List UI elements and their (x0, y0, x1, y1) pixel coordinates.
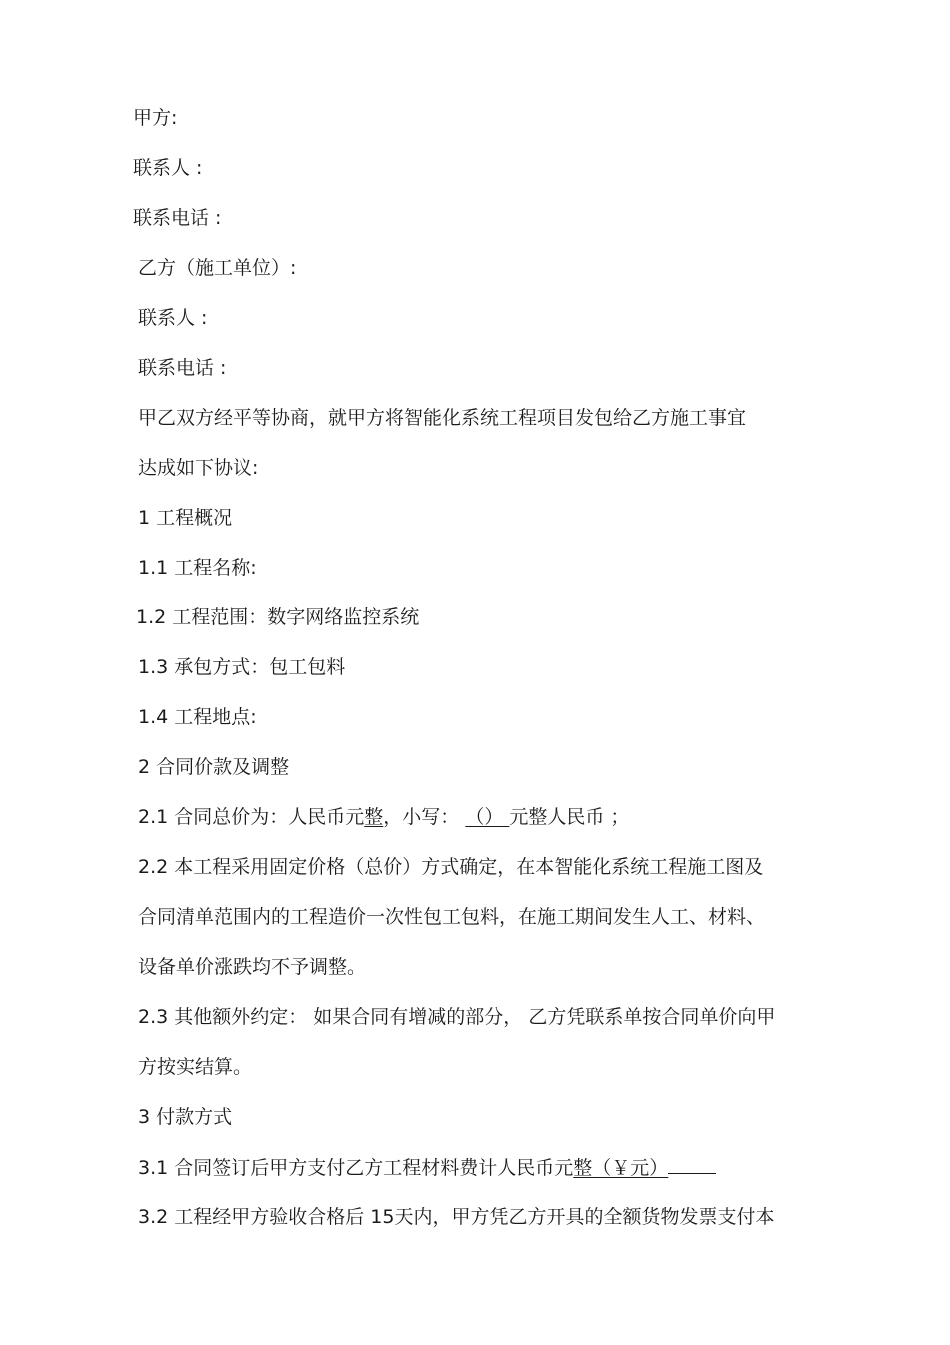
price-amount-blank: （） (465, 806, 510, 828)
section-3-item-1 (138, 1155, 716, 1180)
section-1-heading: 1 工程概况 (138, 507, 233, 529)
price-text-1: 2.1 合同总价为：人民币元 (138, 806, 365, 828)
section-2-item-3-line-2: 方按实结算。 (138, 1056, 253, 1078)
section-1-item-4: 1.4 工程地点: (138, 706, 257, 728)
party-a-contact: 联系人 : (133, 157, 203, 179)
section-2-heading: 2 合同价款及调整 (138, 756, 290, 778)
party-b-contact: 联系人 : (138, 307, 208, 329)
section-2-item-3-line-1: 2.3 其他额外约定： 如果合同有增减的部分， 乙方凭联系单按合同单价向甲 (138, 1006, 776, 1028)
party-a-label: 甲方: (133, 107, 178, 129)
section-1-item-1: 1.1 工程名称: (138, 557, 257, 579)
intro-line-2: 达成如下协议: (138, 457, 259, 479)
price-text-2: 整 (364, 806, 384, 828)
payment-text-2: 整（￥元） (573, 1157, 669, 1179)
party-a-phone: 联系电话 : (133, 207, 222, 229)
section-2-item-2-line-2: 合同清单范围内的工程造价一次性包工包料，在施工期间发生人工、材料、 (138, 906, 766, 928)
section-2-item-2-line-1: 2.2 本工程采用固定价格（总价）方式确定，在本智能化系统工程施工图及 (138, 856, 764, 878)
section-2-item-2-line-3: 设备单价涨跌均不予调整。 (138, 956, 367, 978)
section-1-item-3: 1.3 承包方式：包工包料 (138, 656, 346, 678)
party-b-phone: 联系电话 : (138, 357, 227, 379)
price-text-3: ，小写： (383, 806, 466, 828)
section-3-heading: 3 付款方式 (138, 1106, 233, 1128)
section-2-item-1 (138, 805, 629, 829)
payment-amount-blank (668, 1155, 716, 1174)
price-text-5: 元整人民币 ； (509, 806, 630, 828)
intro-line-1: 甲乙双方经平等协商，就甲方将智能化系统工程项目发包给乙方施工事宜 (138, 407, 747, 429)
section-1-item-2: 1.2 工程范围：数字网络监控系统 (136, 606, 420, 628)
party-b-label: 乙方（施工单位）: (138, 257, 297, 279)
payment-text-1: 3.1 合同签订后甲方支付乙方工程材料费计人民币元 (138, 1157, 574, 1179)
section-3-item-2: 3.2 工程经甲方验收合格后 15天内，甲方凭乙方开具的全额货物发票支付本 (138, 1206, 775, 1228)
